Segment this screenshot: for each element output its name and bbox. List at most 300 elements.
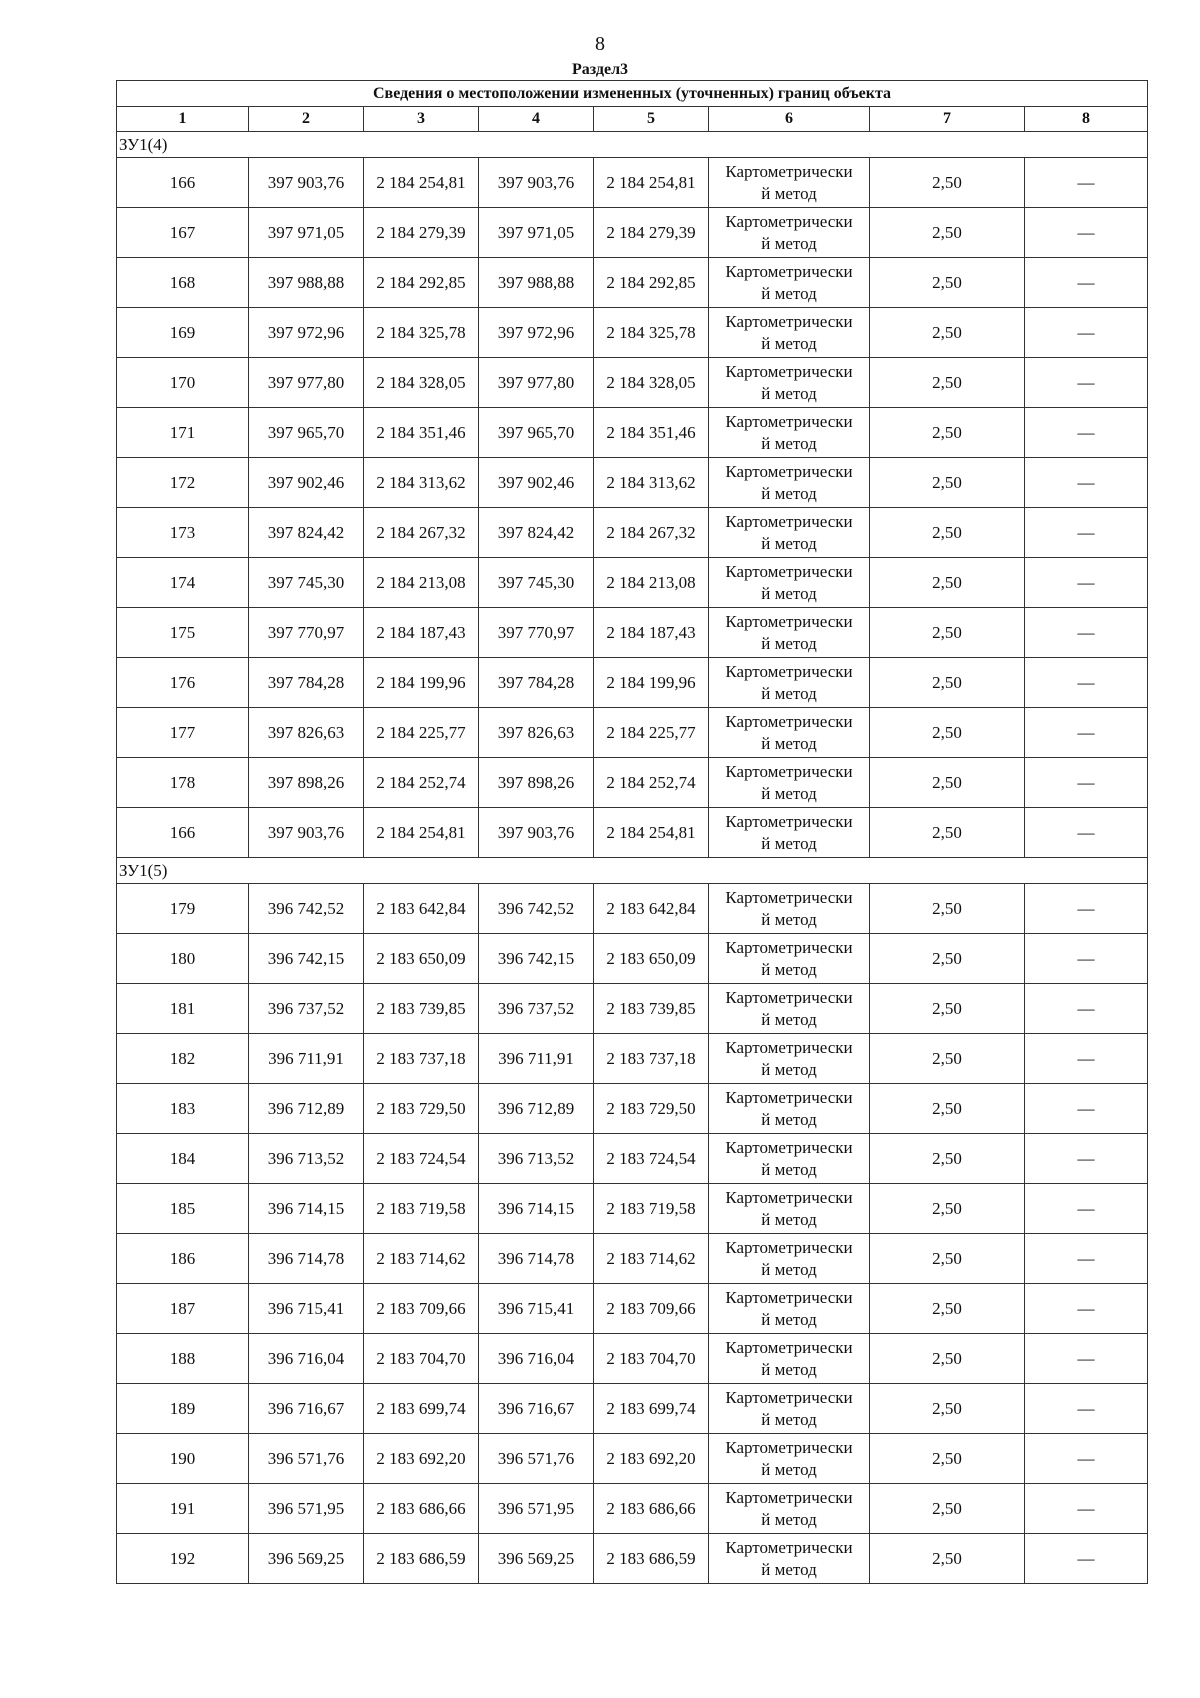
- column-header: 4: [479, 107, 594, 132]
- point-number-cell: 167: [117, 208, 249, 258]
- column-header: 2: [249, 107, 364, 132]
- method-line: Картометрически: [725, 1537, 853, 1557]
- method-cell: [709, 708, 870, 758]
- table-row: [117, 1234, 1148, 1284]
- description-cell: —: [1025, 708, 1148, 758]
- table-row: [117, 1134, 1148, 1184]
- y-refined-cell: 2 183 724,54: [594, 1134, 709, 1184]
- y-refined-cell: 2 183 729,50: [594, 1084, 709, 1134]
- method-cell: [709, 258, 870, 308]
- x-existing-cell: 397 977,80: [249, 358, 364, 408]
- y-existing-cell: 2 183 692,20: [364, 1434, 479, 1484]
- column-header: 3: [364, 107, 479, 132]
- x-refined-cell: 397 988,88: [479, 258, 594, 308]
- y-refined-cell: 2 184 252,74: [594, 758, 709, 808]
- method-cell: [709, 1334, 870, 1384]
- method-line: й метод: [761, 533, 817, 553]
- y-existing-cell: 2 183 729,50: [364, 1084, 479, 1134]
- y-refined-cell: 2 184 351,46: [594, 408, 709, 458]
- method-cell: [709, 1084, 870, 1134]
- x-existing-cell: 397 745,30: [249, 558, 364, 608]
- y-existing-cell: 2 184 351,46: [364, 408, 479, 458]
- method-line: й метод: [761, 959, 817, 979]
- table-row: [117, 558, 1148, 608]
- method-cell: [709, 208, 870, 258]
- x-existing-cell: 396 712,89: [249, 1084, 364, 1134]
- description-cell: —: [1025, 258, 1148, 308]
- method-line: Картометрически: [725, 1187, 853, 1207]
- x-existing-cell: 397 902,46: [249, 458, 364, 508]
- y-refined-cell: 2 183 686,66: [594, 1484, 709, 1534]
- method-line: Картометрически: [725, 1287, 853, 1307]
- point-number-cell: 184: [117, 1134, 249, 1184]
- y-existing-cell: 2 184 325,78: [364, 308, 479, 358]
- method-cell: [709, 558, 870, 608]
- x-refined-cell: 396 715,41: [479, 1284, 594, 1334]
- table-row: [117, 358, 1148, 408]
- group-row: [117, 132, 1148, 158]
- accuracy-cell: 2,50: [870, 308, 1025, 358]
- table-row: [117, 258, 1148, 308]
- point-number-cell: 169: [117, 308, 249, 358]
- method-cell: [709, 1234, 870, 1284]
- method-line: Картометрически: [725, 411, 853, 431]
- y-refined-cell: 2 183 737,18: [594, 1034, 709, 1084]
- description-cell: —: [1025, 1384, 1148, 1434]
- method-line: Картометрически: [725, 761, 853, 781]
- x-refined-cell: 396 714,78: [479, 1234, 594, 1284]
- accuracy-cell: 2,50: [870, 358, 1025, 408]
- x-existing-cell: 397 988,88: [249, 258, 364, 308]
- method-cell: [709, 1134, 870, 1184]
- method-cell: [709, 358, 870, 408]
- x-refined-cell: 397 903,76: [479, 808, 594, 858]
- x-refined-cell: 397 902,46: [479, 458, 594, 508]
- y-existing-cell: 2 183 724,54: [364, 1134, 479, 1184]
- y-existing-cell: 2 184 187,43: [364, 608, 479, 658]
- accuracy-cell: 2,50: [870, 258, 1025, 308]
- accuracy-cell: 2,50: [870, 984, 1025, 1034]
- method-line: й метод: [761, 1359, 817, 1379]
- method-cell: [709, 1434, 870, 1484]
- y-existing-cell: 2 184 225,77: [364, 708, 479, 758]
- accuracy-cell: 2,50: [870, 1334, 1025, 1384]
- accuracy-cell: 2,50: [870, 1084, 1025, 1134]
- method-line: й метод: [761, 683, 817, 703]
- y-existing-cell: 2 183 686,66: [364, 1484, 479, 1534]
- y-refined-cell: 2 184 267,32: [594, 508, 709, 558]
- method-line: Картометрически: [725, 1087, 853, 1107]
- method-line: Картометрически: [725, 1437, 853, 1457]
- point-number-cell: 176: [117, 658, 249, 708]
- method-line: Картометрически: [725, 887, 853, 907]
- y-existing-cell: 2 183 650,09: [364, 934, 479, 984]
- method-cell: [709, 758, 870, 808]
- description-cell: —: [1025, 1234, 1148, 1284]
- method-line: й метод: [761, 1459, 817, 1479]
- y-existing-cell: 2 183 719,58: [364, 1184, 479, 1234]
- point-number-cell: 192: [117, 1534, 249, 1584]
- x-refined-cell: 397 826,63: [479, 708, 594, 758]
- method-cell: [709, 158, 870, 208]
- table-row: [117, 508, 1148, 558]
- description-cell: —: [1025, 1284, 1148, 1334]
- description-cell: —: [1025, 884, 1148, 934]
- method-cell: [709, 884, 870, 934]
- description-cell: —: [1025, 508, 1148, 558]
- accuracy-cell: 2,50: [870, 1484, 1025, 1534]
- x-existing-cell: 396 571,76: [249, 1434, 364, 1484]
- table-body: [117, 81, 1148, 1584]
- method-line: й метод: [761, 583, 817, 603]
- x-existing-cell: 396 571,95: [249, 1484, 364, 1534]
- x-existing-cell: 397 826,63: [249, 708, 364, 758]
- y-refined-cell: 2 184 279,39: [594, 208, 709, 258]
- x-refined-cell: 396 714,15: [479, 1184, 594, 1234]
- description-cell: —: [1025, 358, 1148, 408]
- x-refined-cell: 396 716,04: [479, 1334, 594, 1384]
- table-row: [117, 1484, 1148, 1534]
- method-line: Картометрически: [725, 461, 853, 481]
- x-refined-cell: 397 770,97: [479, 608, 594, 658]
- y-existing-cell: 2 184 252,74: [364, 758, 479, 808]
- method-cell: [709, 1284, 870, 1334]
- point-number-cell: 166: [117, 158, 249, 208]
- point-number-cell: 177: [117, 708, 249, 758]
- y-existing-cell: 2 184 328,05: [364, 358, 479, 408]
- x-refined-cell: 396 712,89: [479, 1084, 594, 1134]
- y-refined-cell: 2 184 187,43: [594, 608, 709, 658]
- method-line: Картометрически: [725, 1387, 853, 1407]
- method-line: й метод: [761, 1259, 817, 1279]
- point-number-cell: 171: [117, 408, 249, 458]
- method-line: й метод: [761, 383, 817, 403]
- description-cell: —: [1025, 1484, 1148, 1534]
- method-cell: [709, 1034, 870, 1084]
- y-existing-cell: 2 183 704,70: [364, 1334, 479, 1384]
- table-row: [117, 984, 1148, 1034]
- table-caption: Сведения о местоположении измененных (уточненных) границ объекта: [117, 81, 1148, 107]
- method-line: Картометрически: [725, 661, 853, 681]
- method-line: Картометрически: [725, 1337, 853, 1357]
- description-cell: —: [1025, 558, 1148, 608]
- column-header: 5: [594, 107, 709, 132]
- description-cell: —: [1025, 308, 1148, 358]
- accuracy-cell: 2,50: [870, 658, 1025, 708]
- accuracy-cell: 2,50: [870, 934, 1025, 984]
- y-refined-cell: 2 183 692,20: [594, 1434, 709, 1484]
- group-label: ЗУ1(4): [117, 132, 1148, 158]
- method-line: Картометрически: [725, 937, 853, 957]
- method-line: Картометрически: [725, 511, 853, 531]
- y-refined-cell: 2 184 254,81: [594, 158, 709, 208]
- method-line: Картометрически: [725, 561, 853, 581]
- accuracy-cell: 2,50: [870, 884, 1025, 934]
- method-line: Картометрически: [725, 361, 853, 381]
- method-line: й метод: [761, 1509, 817, 1529]
- y-refined-cell: 2 183 714,62: [594, 1234, 709, 1284]
- table-row: [117, 408, 1148, 458]
- x-refined-cell: 397 898,26: [479, 758, 594, 808]
- description-cell: —: [1025, 1434, 1148, 1484]
- description-cell: —: [1025, 1184, 1148, 1234]
- description-cell: —: [1025, 1134, 1148, 1184]
- x-existing-cell: 397 903,76: [249, 808, 364, 858]
- y-refined-cell: 2 184 254,81: [594, 808, 709, 858]
- x-refined-cell: 396 742,52: [479, 884, 594, 934]
- x-existing-cell: 397 972,96: [249, 308, 364, 358]
- accuracy-cell: 2,50: [870, 408, 1025, 458]
- section-title: Раздел3: [571, 61, 629, 78]
- y-refined-cell: 2 184 199,96: [594, 658, 709, 708]
- accuracy-cell: 2,50: [870, 458, 1025, 508]
- x-existing-cell: 397 971,05: [249, 208, 364, 258]
- accuracy-cell: 2,50: [870, 608, 1025, 658]
- method-cell: [709, 308, 870, 358]
- x-refined-cell: 396 737,52: [479, 984, 594, 1034]
- method-line: й метод: [761, 283, 817, 303]
- x-existing-cell: 396 742,52: [249, 884, 364, 934]
- description-cell: —: [1025, 158, 1148, 208]
- description-cell: —: [1025, 208, 1148, 258]
- y-existing-cell: 2 183 714,62: [364, 1234, 479, 1284]
- x-existing-cell: 396 742,15: [249, 934, 364, 984]
- method-cell: [709, 934, 870, 984]
- method-line: Картометрически: [725, 1237, 853, 1257]
- y-refined-cell: 2 183 686,59: [594, 1534, 709, 1584]
- x-refined-cell: 397 824,42: [479, 508, 594, 558]
- table-row: [117, 884, 1148, 934]
- accuracy-cell: 2,50: [870, 208, 1025, 258]
- x-existing-cell: 396 714,15: [249, 1184, 364, 1234]
- point-number-cell: 166: [117, 808, 249, 858]
- point-number-cell: 187: [117, 1284, 249, 1334]
- y-existing-cell: 2 184 267,32: [364, 508, 479, 558]
- y-existing-cell: 2 183 699,74: [364, 1384, 479, 1434]
- table-row: [117, 708, 1148, 758]
- x-refined-cell: 397 784,28: [479, 658, 594, 708]
- method-cell: [709, 1184, 870, 1234]
- accuracy-cell: 2,50: [870, 758, 1025, 808]
- method-cell: [709, 1534, 870, 1584]
- table-row: [117, 1034, 1148, 1084]
- y-existing-cell: 2 184 279,39: [364, 208, 479, 258]
- description-cell: —: [1025, 1534, 1148, 1584]
- y-existing-cell: 2 183 737,18: [364, 1034, 479, 1084]
- table-row: [117, 608, 1148, 658]
- method-line: й метод: [761, 909, 817, 929]
- method-line: й метод: [761, 833, 817, 853]
- point-number-cell: 179: [117, 884, 249, 934]
- method-cell: [709, 984, 870, 1034]
- method-line: й метод: [761, 233, 817, 253]
- description-cell: —: [1025, 658, 1148, 708]
- method-line: й метод: [761, 433, 817, 453]
- method-line: й метод: [761, 633, 817, 653]
- method-line: й метод: [761, 1559, 817, 1579]
- accuracy-cell: 2,50: [870, 1034, 1025, 1084]
- method-line: й метод: [761, 483, 817, 503]
- method-line: Картометрически: [725, 311, 853, 331]
- table-row: [117, 1534, 1148, 1584]
- method-line: Картометрически: [725, 261, 853, 281]
- accuracy-cell: 2,50: [870, 558, 1025, 608]
- method-line: Картометрически: [725, 1137, 853, 1157]
- y-refined-cell: 2 184 313,62: [594, 458, 709, 508]
- y-refined-cell: 2 184 292,85: [594, 258, 709, 308]
- y-refined-cell: 2 183 650,09: [594, 934, 709, 984]
- y-refined-cell: 2 183 642,84: [594, 884, 709, 934]
- x-refined-cell: 396 571,95: [479, 1484, 594, 1534]
- point-number-cell: 178: [117, 758, 249, 808]
- method-line: й метод: [761, 1209, 817, 1229]
- x-refined-cell: 396 569,25: [479, 1534, 594, 1584]
- method-cell: [709, 1484, 870, 1534]
- description-cell: —: [1025, 408, 1148, 458]
- x-refined-cell: 396 571,76: [479, 1434, 594, 1484]
- accuracy-cell: 2,50: [870, 1284, 1025, 1334]
- accuracy-cell: 2,50: [870, 1234, 1025, 1284]
- method-line: й метод: [761, 1109, 817, 1129]
- x-refined-cell: 397 903,76: [479, 158, 594, 208]
- column-header: 7: [870, 107, 1025, 132]
- table-row: [117, 1284, 1148, 1334]
- x-existing-cell: 396 711,91: [249, 1034, 364, 1084]
- y-existing-cell: 2 183 739,85: [364, 984, 479, 1034]
- accuracy-cell: 2,50: [870, 708, 1025, 758]
- y-existing-cell: 2 183 709,66: [364, 1284, 479, 1334]
- x-existing-cell: 397 770,97: [249, 608, 364, 658]
- x-refined-cell: 397 972,96: [479, 308, 594, 358]
- table-row: [117, 208, 1148, 258]
- y-existing-cell: 2 183 642,84: [364, 884, 479, 934]
- table-row: [117, 1084, 1148, 1134]
- x-refined-cell: 397 977,80: [479, 358, 594, 408]
- description-cell: —: [1025, 1334, 1148, 1384]
- point-number-cell: 181: [117, 984, 249, 1034]
- method-line: й метод: [761, 183, 817, 203]
- point-number-cell: 182: [117, 1034, 249, 1084]
- point-number-cell: 189: [117, 1384, 249, 1434]
- group-label: ЗУ1(5): [117, 858, 1148, 884]
- x-refined-cell: 397 965,70: [479, 408, 594, 458]
- group-row: [117, 858, 1148, 884]
- method-line: Картометрически: [725, 811, 853, 831]
- point-number-cell: 173: [117, 508, 249, 558]
- description-cell: —: [1025, 808, 1148, 858]
- y-existing-cell: 2 184 313,62: [364, 458, 479, 508]
- x-refined-cell: 397 971,05: [479, 208, 594, 258]
- y-existing-cell: 2 184 213,08: [364, 558, 479, 608]
- point-number-cell: 183: [117, 1084, 249, 1134]
- description-cell: —: [1025, 758, 1148, 808]
- method-line: й метод: [761, 333, 817, 353]
- x-refined-cell: 396 716,67: [479, 1384, 594, 1434]
- point-number-cell: 172: [117, 458, 249, 508]
- y-existing-cell: 2 184 254,81: [364, 808, 479, 858]
- description-cell: —: [1025, 1034, 1148, 1084]
- y-refined-cell: 2 184 325,78: [594, 308, 709, 358]
- accuracy-cell: 2,50: [870, 1384, 1025, 1434]
- point-number-cell: 170: [117, 358, 249, 408]
- method-line: й метод: [761, 1009, 817, 1029]
- method-line: й метод: [761, 1309, 817, 1329]
- method-line: Картометрически: [725, 211, 853, 231]
- description-cell: —: [1025, 608, 1148, 658]
- table-row: [117, 458, 1148, 508]
- x-existing-cell: 397 903,76: [249, 158, 364, 208]
- method-line: Картометрически: [725, 987, 853, 1007]
- point-number-cell: 180: [117, 934, 249, 984]
- point-number-cell: 186: [117, 1234, 249, 1284]
- x-existing-cell: 396 715,41: [249, 1284, 364, 1334]
- coordinates-table: [116, 80, 1148, 1584]
- accuracy-cell: 2,50: [870, 1184, 1025, 1234]
- method-line: й метод: [761, 783, 817, 803]
- x-refined-cell: 396 713,52: [479, 1134, 594, 1184]
- table-row: [117, 808, 1148, 858]
- method-cell: [709, 608, 870, 658]
- table-row: [117, 1184, 1148, 1234]
- y-refined-cell: 2 184 225,77: [594, 708, 709, 758]
- table-caption-row: [117, 81, 1148, 107]
- accuracy-cell: 2,50: [870, 158, 1025, 208]
- point-number-cell: 168: [117, 258, 249, 308]
- method-line: й метод: [761, 733, 817, 753]
- method-cell: [709, 1384, 870, 1434]
- method-line: Картометрически: [725, 611, 853, 631]
- table-row: [117, 1334, 1148, 1384]
- table-row: [117, 758, 1148, 808]
- accuracy-cell: 2,50: [870, 1134, 1025, 1184]
- column-header: 1: [117, 107, 249, 132]
- method-line: й метод: [761, 1059, 817, 1079]
- y-refined-cell: 2 183 699,74: [594, 1384, 709, 1434]
- accuracy-cell: 2,50: [870, 1534, 1025, 1584]
- y-existing-cell: 2 183 686,59: [364, 1534, 479, 1584]
- method-cell: [709, 458, 870, 508]
- point-number-cell: 190: [117, 1434, 249, 1484]
- method-cell: [709, 808, 870, 858]
- y-existing-cell: 2 184 254,81: [364, 158, 479, 208]
- table-row: [117, 1434, 1148, 1484]
- accuracy-cell: 2,50: [870, 508, 1025, 558]
- column-header-row: [117, 107, 1148, 132]
- x-existing-cell: 396 569,25: [249, 1534, 364, 1584]
- table-row: [117, 308, 1148, 358]
- column-header: 6: [709, 107, 870, 132]
- x-existing-cell: 396 713,52: [249, 1134, 364, 1184]
- x-refined-cell: 396 711,91: [479, 1034, 594, 1084]
- x-existing-cell: 396 714,78: [249, 1234, 364, 1284]
- description-cell: —: [1025, 984, 1148, 1034]
- method-line: Картометрически: [725, 1037, 853, 1057]
- method-line: й метод: [761, 1409, 817, 1429]
- point-number-cell: 191: [117, 1484, 249, 1534]
- x-existing-cell: 397 965,70: [249, 408, 364, 458]
- y-refined-cell: 2 184 213,08: [594, 558, 709, 608]
- y-refined-cell: 2 183 709,66: [594, 1284, 709, 1334]
- x-existing-cell: 396 716,67: [249, 1384, 364, 1434]
- method-line: Картометрически: [725, 161, 853, 181]
- x-existing-cell: 397 824,42: [249, 508, 364, 558]
- method-cell: [709, 508, 870, 558]
- y-refined-cell: 2 183 719,58: [594, 1184, 709, 1234]
- method-cell: [709, 408, 870, 458]
- x-existing-cell: 397 784,28: [249, 658, 364, 708]
- x-refined-cell: 396 742,15: [479, 934, 594, 984]
- y-refined-cell: 2 183 739,85: [594, 984, 709, 1034]
